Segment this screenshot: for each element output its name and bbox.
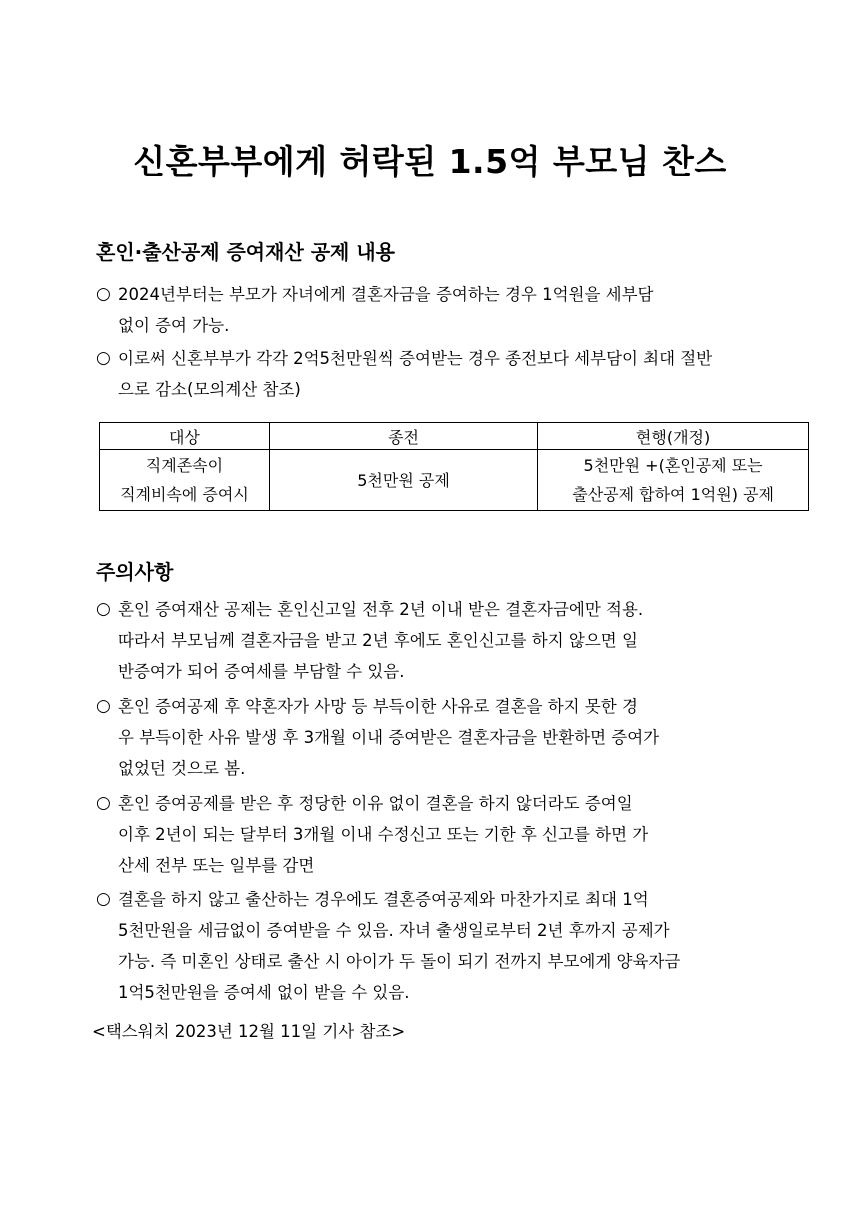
- table-header-cell: 현행(개정): [538, 423, 809, 450]
- bullet-line: 이로써 신혼부부가 각각 2억5천만원씩 증여받는 경우 종전보다 세부담이 최대 절반: [118, 349, 713, 368]
- table-header-row: [100, 423, 809, 450]
- deduction-comparison-table: [99, 422, 809, 511]
- table-header-cell: 종전: [269, 423, 537, 450]
- circle-bullet-icon: ○: [96, 696, 111, 716]
- bullet-item: [96, 279, 768, 341]
- document-title: 신혼부부에게 허락된 1.5억 부모님 찬스: [133, 142, 727, 181]
- table-cell-target: [100, 450, 270, 511]
- bullet-item: [96, 343, 768, 405]
- bullet-line: 2024년부터는 부모가 자녀에게 결혼자금을 증여하는 경우 1억원을 세부담: [118, 285, 654, 304]
- bullet-line: 반증여가 되어 증여세를 부담할 수 있음.: [118, 662, 405, 681]
- bullet-line: 산세 전부 또는 일부를 감면: [118, 856, 315, 875]
- bullet-line: 5천만원을 세금없이 증여받을 수 있음. 자녀 출생일로부터 2년 후까지 공제가: [118, 921, 670, 940]
- bullet-item: [96, 594, 768, 687]
- bullet-item: [96, 691, 768, 784]
- cell-line: 직계존속이: [145, 456, 224, 475]
- table-header-cell: 대상: [100, 423, 270, 450]
- source-note: <택스워치 2023년 12월 11일 기사 참조>: [92, 1022, 406, 1041]
- circle-bullet-icon: ○: [96, 284, 111, 304]
- circle-bullet-icon: ○: [96, 793, 111, 813]
- circle-bullet-icon: ○: [96, 889, 111, 909]
- bullet-line: 따라서 부모님께 결혼자금을 받고 2년 후에도 혼인신고를 하지 않으면 일: [118, 631, 638, 650]
- bullet-line: 혼인 증여공제를 받은 후 정당한 이유 없이 결혼을 하지 않더라도 증여일: [118, 794, 633, 813]
- bullet-line: 가능. 즉 미혼인 상태로 출산 시 아이가 두 돌이 되기 전까지 부모에게 양육자금: [118, 952, 681, 971]
- bullet-line: 결혼을 하지 않고 출산하는 경우에도 결혼증여공제와 마찬가지로 최대 1억: [118, 890, 649, 909]
- bullet-line: 으로 감소(모의계산 참조): [118, 380, 301, 399]
- bullet-line: 1억5천만원을 증여세 없이 받을 수 있음.: [118, 983, 410, 1002]
- table-cell-current: [538, 450, 809, 511]
- bullet-item: [96, 884, 768, 1008]
- table-row: [100, 450, 809, 511]
- cell-line: 5천만원 +(혼인공제 또는: [583, 456, 763, 475]
- table-cell-previous: 5천만원 공제: [269, 450, 537, 511]
- section-heading-cautions: 주의사항: [96, 560, 174, 584]
- bullet-line: 혼인 증여공제 후 약혼자가 사망 등 부득이한 사유로 결혼을 하지 못한 경: [118, 697, 638, 716]
- bullet-line: 혼인 증여재산 공제는 혼인신고일 전후 2년 이내 받은 결혼자금에만 적용.: [118, 600, 644, 619]
- section-heading-deduction: 혼인·출산공제 증여재산 공제 내용: [96, 240, 395, 264]
- cell-line: 출산공제 합하여 1억원) 공제: [572, 485, 774, 504]
- cell-line: 직계비속에 증여시: [120, 485, 249, 504]
- bullet-item: [96, 788, 768, 881]
- bullet-line: 우 부득이한 사유 발생 후 3개월 이내 증여받은 결혼자금을 반환하면 증여가: [118, 728, 660, 747]
- bullet-line: 없었던 것으로 봄.: [118, 759, 246, 778]
- bullet-line: 이후 2년이 되는 달부터 3개월 이내 수정신고 또는 기한 후 신고를 하면 가: [118, 825, 649, 844]
- bullet-line: 없이 증여 가능.: [118, 316, 230, 335]
- circle-bullet-icon: ○: [96, 348, 111, 368]
- circle-bullet-icon: ○: [96, 599, 111, 619]
